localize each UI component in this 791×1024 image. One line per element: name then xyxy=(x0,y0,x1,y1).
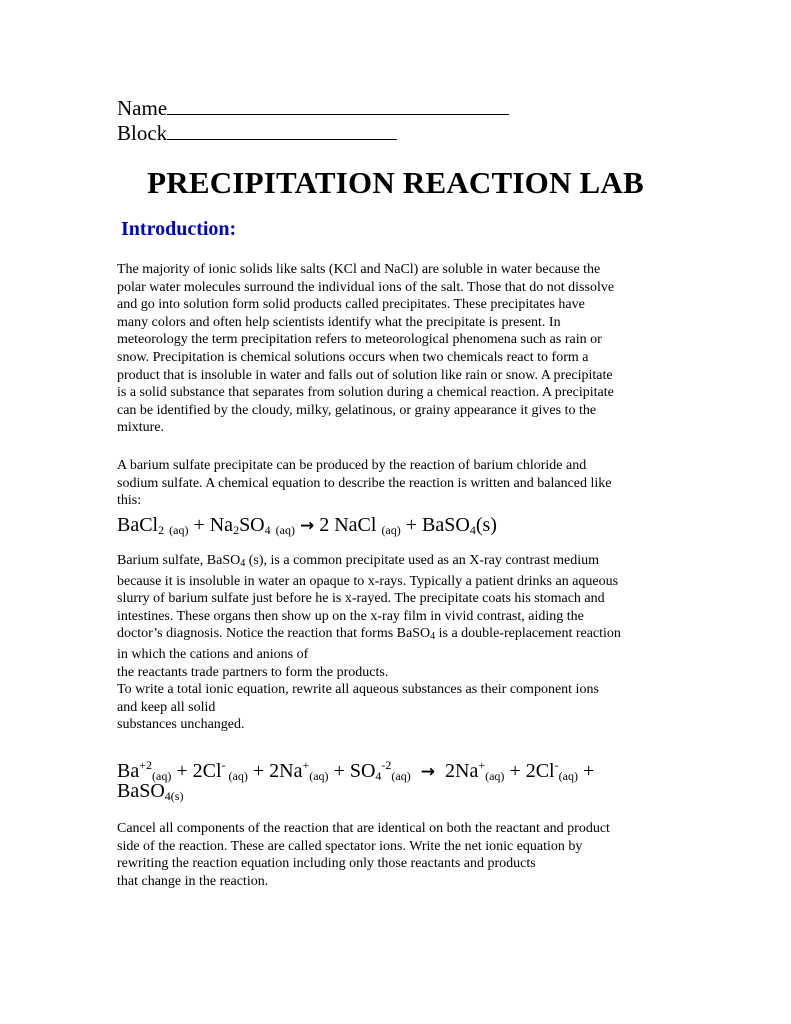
eq-subscript: (aq) xyxy=(225,769,248,783)
eq-plus: + xyxy=(193,514,205,536)
paragraph-line: snow. Precipitation is chemical solutions occurs when two chemicals react to form a xyxy=(117,349,589,365)
eq-term: BaCl xyxy=(117,514,159,536)
eq-term: Ba xyxy=(117,760,140,782)
eq-term: BaSO xyxy=(117,780,165,802)
eq-subscript: 4 xyxy=(375,769,382,783)
eq-subscript: (aq) xyxy=(558,769,578,783)
paragraph-line: the reactants trade partners to form the products. xyxy=(117,664,389,680)
paragraph-line: A barium sulfate precipitate can be produced by the reaction of barium chloride and xyxy=(117,458,587,473)
intro-paragraph xyxy=(117,261,687,437)
eq-superscript: - xyxy=(221,758,226,772)
total-ionic-equation xyxy=(117,753,594,788)
eq-plus: + xyxy=(405,514,418,536)
paragraph-line: many colors and often help scientists identify what the precipitate is present. In xyxy=(117,314,561,330)
paragraph-line: because it is insoluble in water an opaque to x-rays. Typically a patient drinks an aqueous xyxy=(117,573,619,589)
eq-term: 2Na xyxy=(445,760,479,782)
block-blank[interactable] xyxy=(167,120,397,140)
total-ionic-equation-continued xyxy=(117,779,183,808)
text-run: (s), is a common precipitate used as an X-ray contrast medium xyxy=(245,553,600,568)
eq-subscript: 4 xyxy=(469,523,476,537)
block-label: Block xyxy=(117,121,168,145)
eq-term: SO xyxy=(239,514,265,536)
net-ionic-paragraph xyxy=(117,820,687,890)
eq-subscript: 2 xyxy=(233,523,240,537)
eq-subscript: 4 xyxy=(264,523,271,537)
paragraph-line xyxy=(117,625,687,646)
paragraph-line: can be identified by the cloudy, milky, gelatinous, or grainy appearance it gives to the xyxy=(117,402,597,418)
eq-state: (s) xyxy=(475,514,497,536)
eq-superscript: + xyxy=(478,758,486,772)
paragraph-line: Cancel all components of the reaction that are identical on both the reactant and product xyxy=(117,821,610,836)
text-run: doctor’s diagnosis. Notice the reaction that forms BaSO xyxy=(117,626,431,642)
paragraph-line: and go into solution form solid products called precipitates. These precipitates have xyxy=(117,297,585,313)
paragraph-line xyxy=(117,552,687,573)
name-field xyxy=(117,95,509,120)
eq-superscript: -2 xyxy=(381,758,392,772)
eq-term: + SO xyxy=(328,760,376,782)
barium-paragraph xyxy=(117,457,687,510)
eq-term: 2 NaCl xyxy=(319,514,377,536)
formula-subscript: 4 xyxy=(240,558,246,569)
paragraph-line: rewriting the reaction equation including only those reactants and products xyxy=(117,856,536,872)
eq-state: (aq) xyxy=(169,523,189,537)
paragraph-line: product that is insoluble in water and falls out of solution like rain or snow. A precipitate xyxy=(117,367,613,383)
paragraph-line: in which the cations and anions of xyxy=(117,646,309,662)
paragraph-line: polar water molecules surround the individual ions of the salt. Those that do not dissolve xyxy=(117,279,615,295)
eq-subscript: 4(s) xyxy=(164,789,184,803)
text-run: is a double-replacement reaction xyxy=(435,626,621,642)
eq-term: + 2Na xyxy=(247,760,303,782)
eq-state: (aq) xyxy=(275,523,295,537)
formula-subscript: 4 xyxy=(430,631,436,643)
paragraph-line: side of the reaction. These are called spectator ions. Write the net ionic equation by xyxy=(117,838,583,854)
text-run: Barium sulfate, BaSO xyxy=(117,553,241,568)
paragraph-line: To write a total ionic equation, rewrite all aqueous substances as their component ions xyxy=(117,682,599,698)
paragraph-line: sodium sulfate. A chemical equation to describe the reaction is written and balanced like xyxy=(117,475,612,491)
paragraph-line: and keep all solid xyxy=(117,699,216,715)
name-blank[interactable] xyxy=(167,95,509,115)
paragraph-line: meteorology the term precipitation refers to meteorological phenomena such as rain or xyxy=(117,332,602,348)
eq-term: BaSO xyxy=(422,514,470,536)
eq-state: (aq) xyxy=(381,523,401,537)
eq-superscript: + xyxy=(302,758,310,772)
paragraph-line: that change in the reaction. xyxy=(117,873,269,889)
molecular-equation xyxy=(117,513,497,542)
eq-term: + 2Cl xyxy=(504,760,555,782)
paragraph-line: intestines. These organs then show up on the x-ray film in vivid contrast, aiding the xyxy=(117,608,584,624)
paragraph-line: this: xyxy=(117,493,142,509)
reaction-arrow-icon: → xyxy=(299,516,315,536)
eq-subscript: (aq) xyxy=(485,769,505,783)
reaction-arrow-icon: → xyxy=(420,762,435,782)
eq-superscript: - xyxy=(554,758,559,772)
barium-sulfate-paragraph xyxy=(117,552,687,734)
eq-subscript: (aq) xyxy=(391,769,411,783)
eq-term: + 2Cl xyxy=(171,760,222,782)
eq-subscript: (aq) xyxy=(309,769,329,783)
eq-subscript: 2 xyxy=(158,523,165,537)
paragraph-line: substances unchanged. xyxy=(117,717,245,733)
page-title: PRECIPITATION REACTION LAB xyxy=(147,165,644,200)
eq-term: + xyxy=(577,760,595,782)
paragraph-line: slurry of barium sulfate just before he is x-rayed. The precipitate coats his stomach and xyxy=(117,591,605,607)
eq-term: Na xyxy=(209,514,234,536)
name-label: Name xyxy=(117,96,168,120)
paragraph-line: is a solid substance that separates from solution during a chemical reaction. A precipitate xyxy=(117,385,614,401)
introduction-heading: Introduction: xyxy=(121,218,237,240)
block-field xyxy=(117,120,397,145)
eq-subscript: (aq) xyxy=(152,769,172,783)
paragraph-line: mixture. xyxy=(117,420,165,436)
eq-superscript: +2 xyxy=(139,758,152,772)
paragraph-line: The majority of ionic solids like salts (KCl and NaCl) are soluble in water because the xyxy=(117,262,601,277)
